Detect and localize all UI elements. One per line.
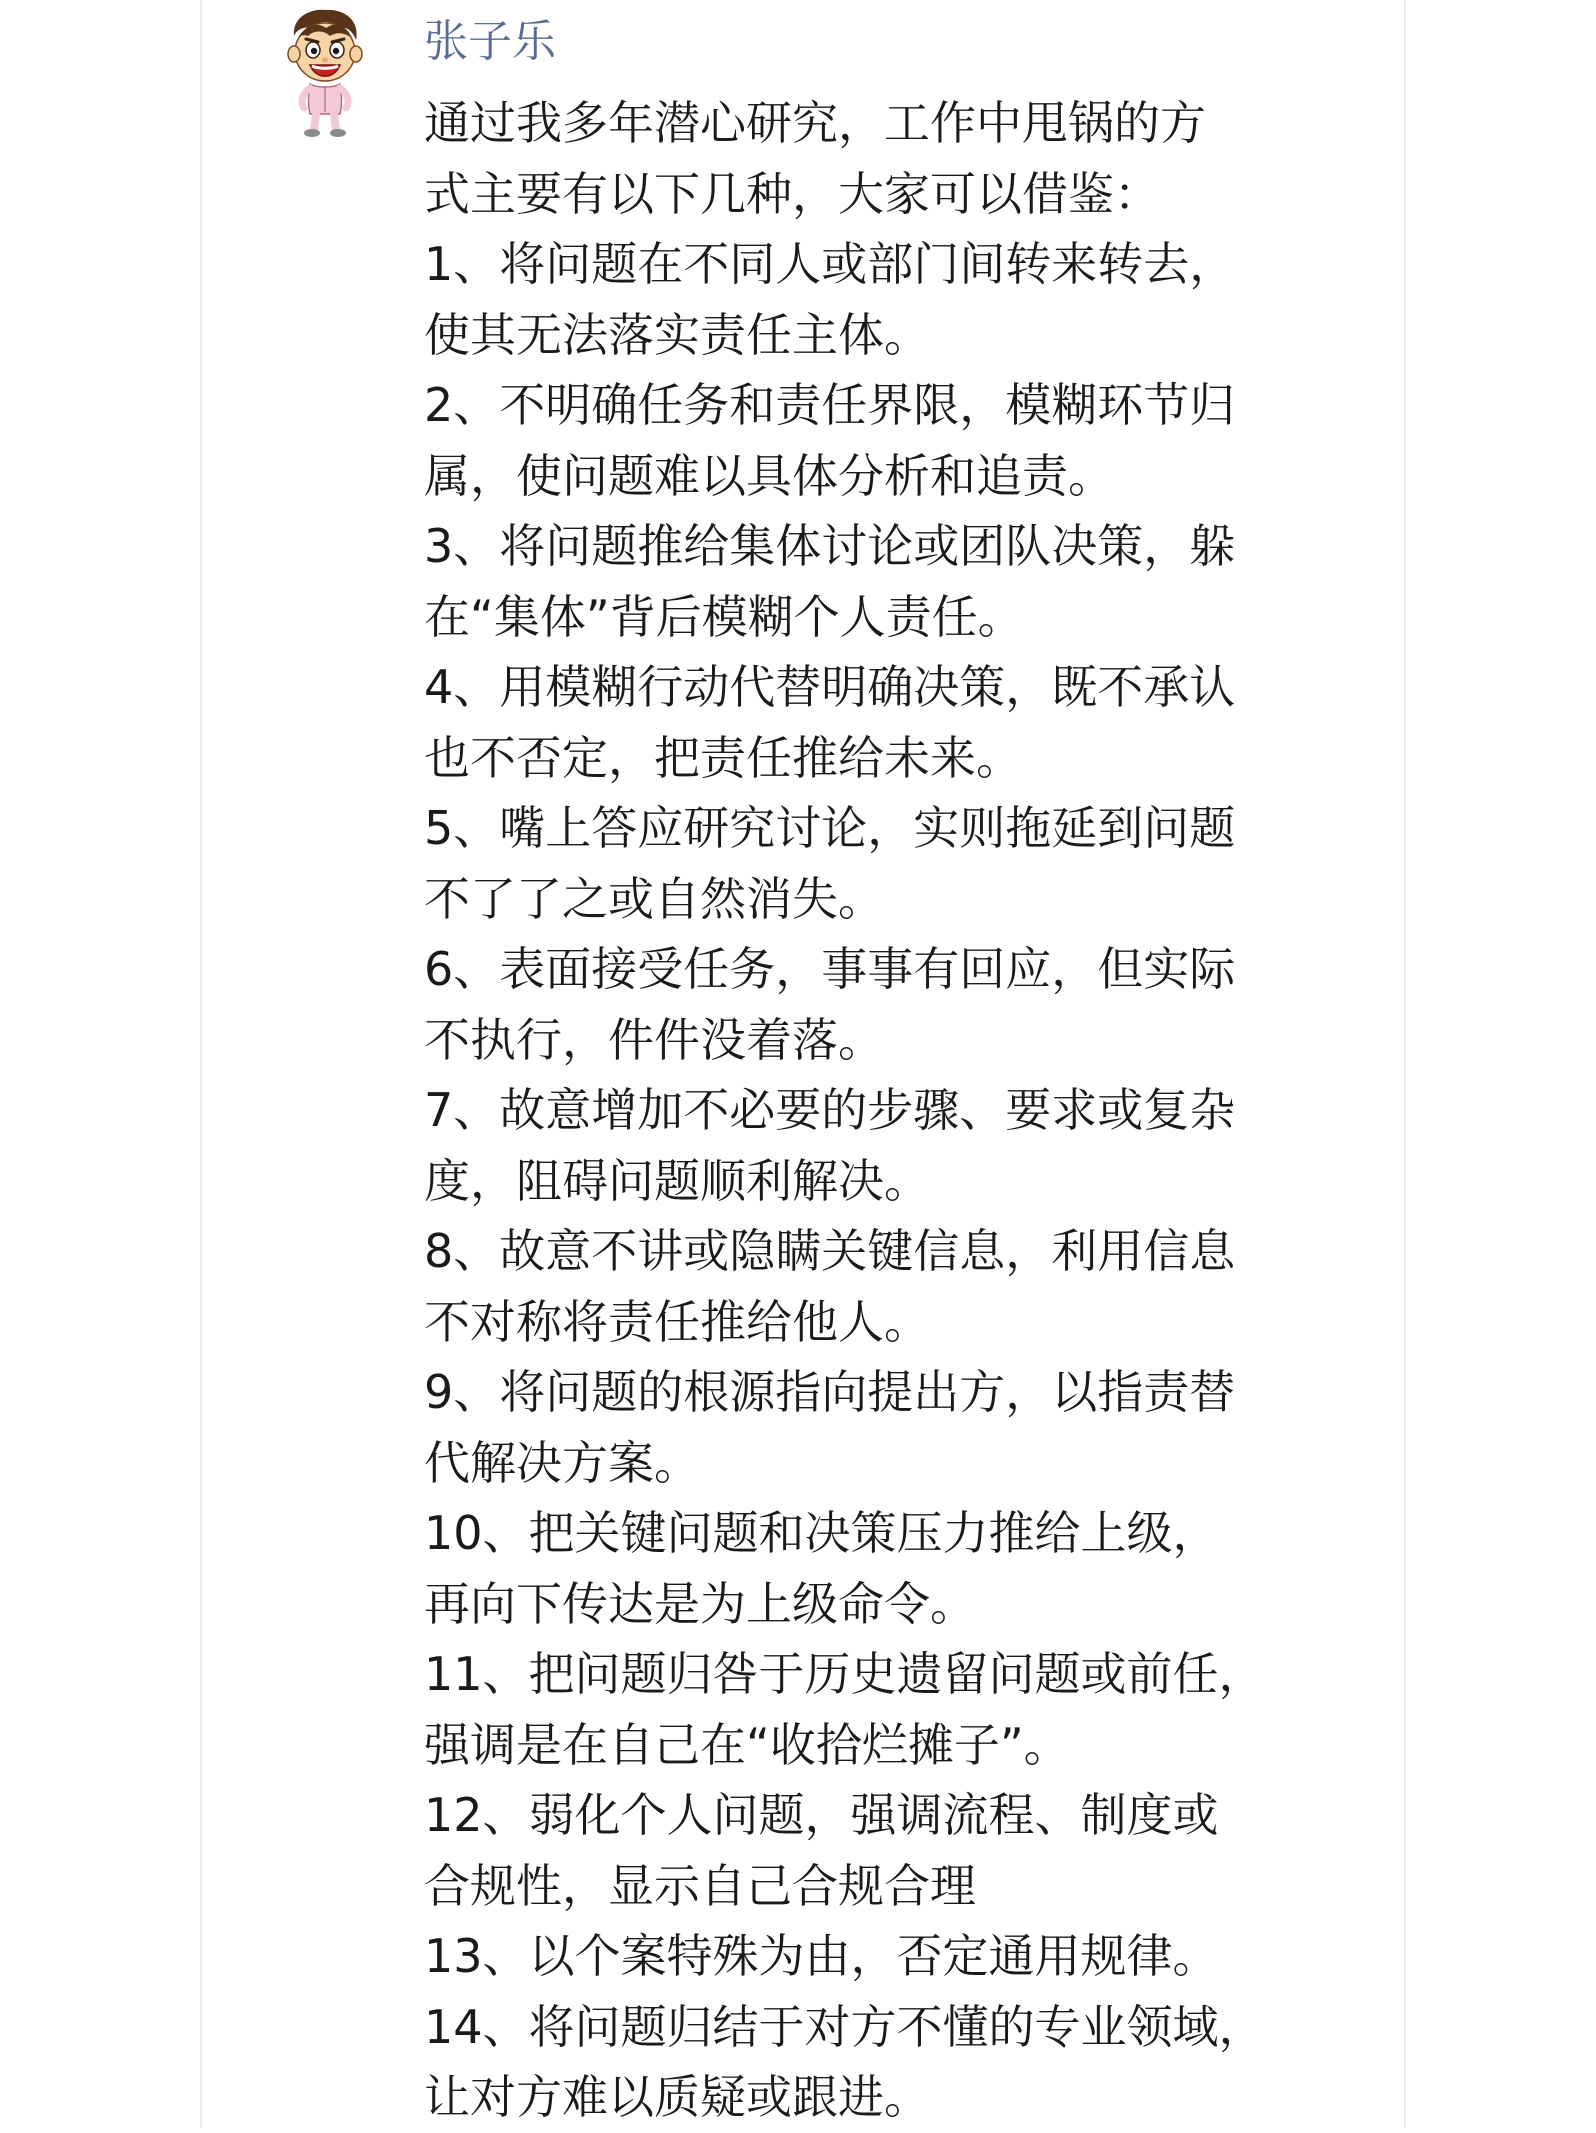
message-line: 5、嘴上答应研究讨论，实则拖延到问题 — [424, 801, 1236, 855]
message-line: 1、将问题在不同人或部门间转来转去， — [424, 237, 1236, 291]
message-line: 在“集体”背后模糊个人责任。 — [424, 589, 1024, 644]
post-message-body — [424, 88, 1354, 2133]
message-line: 12、弱化个人问题，强调流程、制度或 — [424, 1788, 1219, 1842]
message-line: 也不否定，把责任推给未来。 — [424, 730, 1022, 785]
message-line: 9、将问题的根源指向提出方，以指责替 — [424, 1365, 1236, 1419]
message-line: 代解决方案。 — [424, 1435, 700, 1490]
message-line: 6、表面接受任务，事事有回应，但实际 — [424, 942, 1236, 996]
message-line: 使其无法落实责任主体。 — [424, 307, 930, 362]
message-line: 强调是在自己在“收拾烂摊子”。 — [424, 1717, 1070, 1772]
message-line: 不执行，件件没着落。 — [424, 1012, 884, 1067]
message-line: 13、以个案特殊为由，否定通用规律。 — [424, 1929, 1219, 1983]
message-line: 式主要有以下几种，大家可以借鉴： — [424, 166, 1160, 221]
message-line: 再向下传达是为上级命令。 — [424, 1576, 976, 1631]
message-line: 通过我多年潜心研究，工作中甩锅的方 — [424, 96, 1206, 150]
message-line: 让对方难以质疑或跟进。 — [424, 2070, 930, 2124]
author-name[interactable]: 张子乐 — [424, 16, 556, 67]
message-line: 不了了之或自然消失。 — [424, 871, 884, 926]
cartoon-boy-avatar-icon — [282, 6, 368, 138]
author-avatar[interactable] — [282, 6, 368, 138]
message-line: 2、不明确任务和责任界限，模糊环节归 — [424, 378, 1236, 432]
message-line: 不对称将责任推给他人。 — [424, 1294, 930, 1349]
message-line: 3、将问题推给集体讨论或团队决策，躲 — [424, 519, 1236, 573]
message-line: 10、把关键问题和决策压力推给上级， — [424, 1506, 1219, 1560]
message-line: 11、把问题归咎于历史遗留问题或前任， — [424, 1647, 1265, 1701]
message-line: 度，阻碍问题顺利解决。 — [424, 1153, 930, 1208]
message-line: 7、故意增加不必要的步骤、要求或复杂 — [424, 1083, 1236, 1137]
message-line: 属，使问题难以具体分析和追责。 — [424, 448, 1114, 503]
post-card — [200, 0, 1406, 2128]
message-line: 合规性，显示自己合规合理 — [424, 1858, 976, 1913]
message-line: 8、故意不讲或隐瞒关键信息，利用信息 — [424, 1224, 1236, 1278]
message-line: 14、将问题归结于对方不懂的专业领域， — [424, 1999, 1265, 2054]
message-line: 4、用模糊行动代替明确决策，既不承认 — [424, 660, 1236, 714]
